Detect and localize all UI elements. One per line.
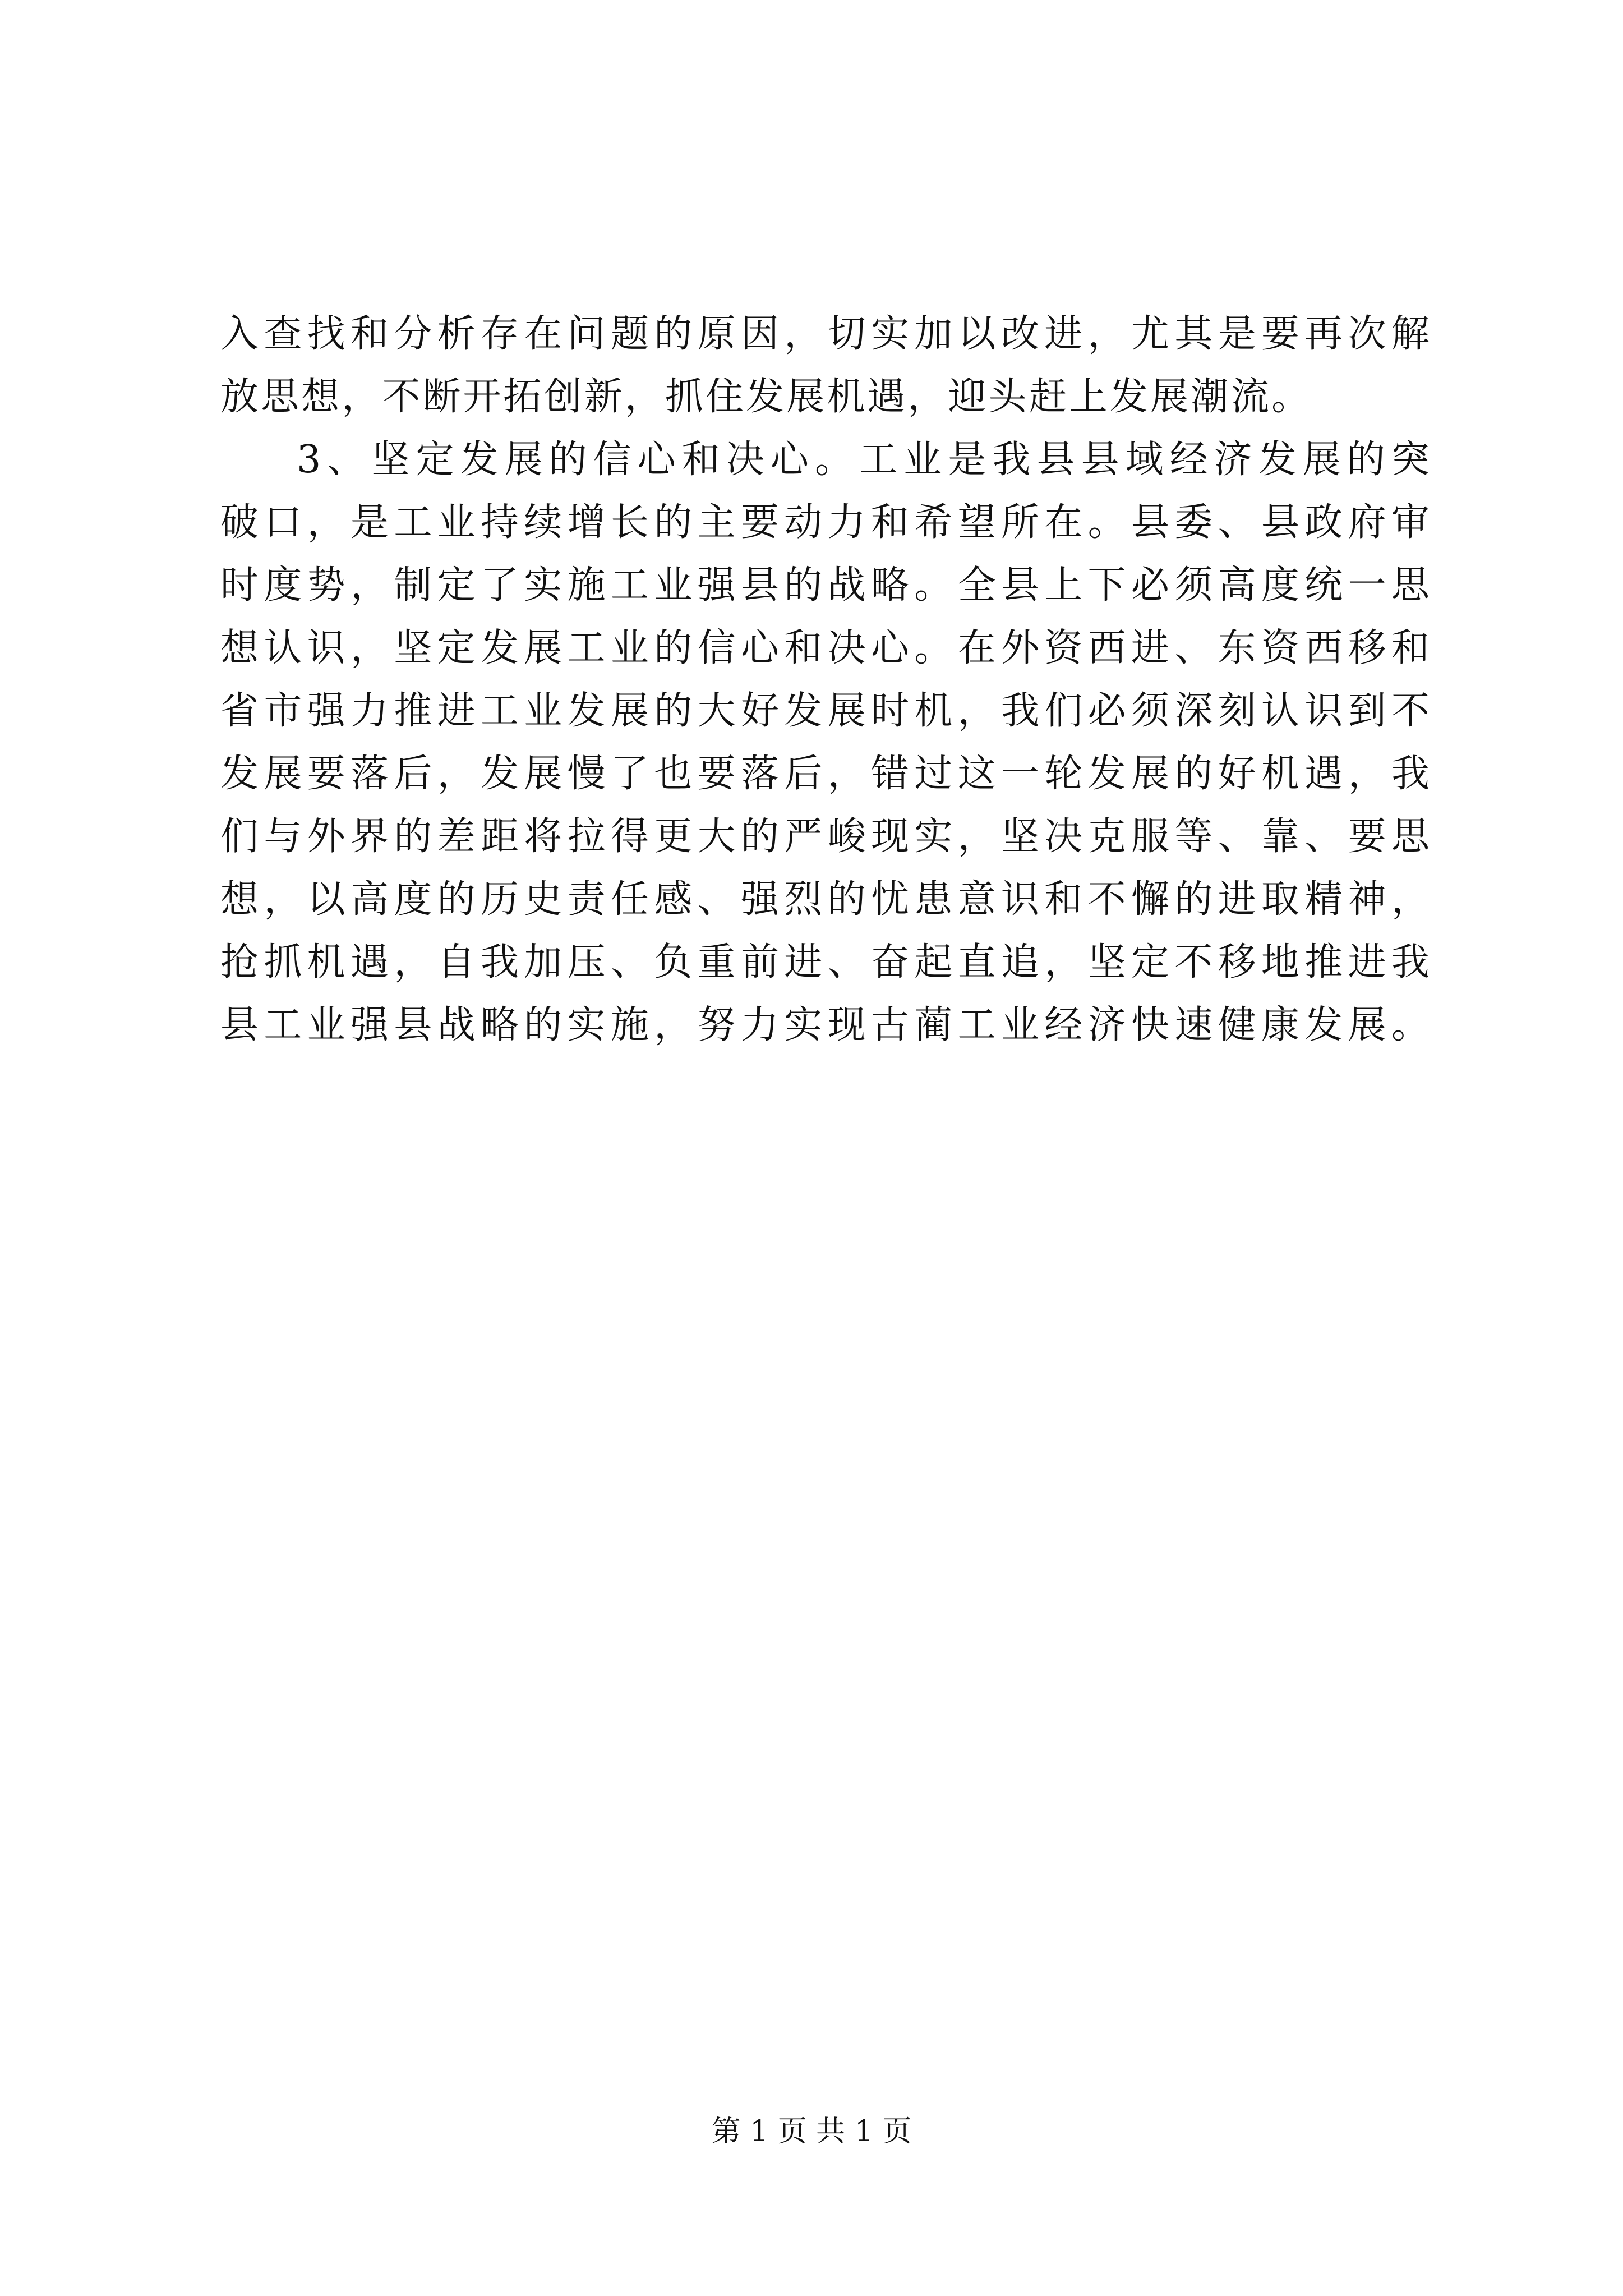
text-line: 抢抓机遇，自我加压、负重前进、奋起直追，坚定不移地推进我 (220, 940, 1432, 984)
page-footer: 第 1 页 共 1 页 (711, 2115, 912, 2148)
text-line: 发展要落后，发展慢了也要落后，错过这一轮发展的好机遇，我 (220, 752, 1432, 796)
text-line: 们与外界的差距将拉得更大的严峻现实，坚决克服等、靠、要思 (220, 815, 1432, 859)
text-line: 想，以高度的历史责任感、强烈的忧患意识和不懈的进取精神， (220, 877, 1432, 922)
text-line: 放思想，不断开拓创新，抓住发展机遇，迎头赶上发展潮流。 (220, 375, 1312, 419)
text-line: 县工业强县战略的实施，努力实现古蔺工业经济快速健康发展。 (220, 1003, 1432, 1047)
text-line: 破口，是工业持续增长的主要动力和希望所在。县委、县政府审 (220, 500, 1432, 545)
text-line: 入查找和分析存在问题的原因，切实加以改进，尤其是要再次解 (220, 312, 1432, 356)
text-line: 省市强力推进工业发展的大好发展时机，我们必须深刻认识到不 (220, 689, 1432, 733)
text-line: 想认识，坚定发展工业的信心和决心。在外资西进、东资西移和 (220, 626, 1432, 670)
paragraph-start-line: 3、坚定发展的信心和决心。工业是我县县域经济发展的突 (297, 438, 1432, 482)
text-line: 时度势，制定了实施工业强县的战略。全县上下必须高度统一思 (220, 563, 1432, 608)
body-text (220, 303, 1432, 1057)
